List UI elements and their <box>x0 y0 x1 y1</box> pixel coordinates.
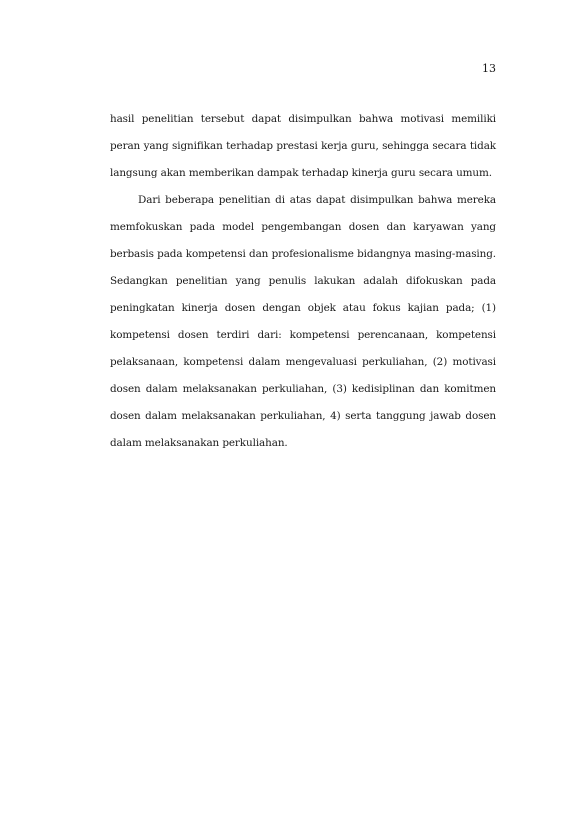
paragraph-conclusion: Dari beberapa penelitian di atas dapat disimpulkan bahwa mereka memfokuskan pada model pengembangan dosen dan karyawan yang berbasis pada kompetensi dan profesionalisme bidangnya masing-masing. Sedangkan penelitian yang penulis lakukan adalah difokuskan pada peningkatan kinerja dosen dengan objek atau fokus kajian pada; (1) kompetensi dosen terdiri dari: kompetensi perencanaan, kompetensi pelaksanaan, kompetensi dalam mengevaluasi perkuliahan, (2) motivasi dosen dalam melaksanakan perkuliahan, (3) kedisiplinan dan komitmen dosen dalam melaksanakan perkuliahan, 4) serta tanggung jawab dosen dalam melaksanakan perkuliahan. <box>110 194 496 449</box>
body-text <box>110 106 496 457</box>
page-number: 13 <box>482 62 496 75</box>
paragraph-continuation: hasil penelitian tersebut dapat disimpulkan bahwa motivasi memiliki peran yang signifikan terhadap prestasi kerja guru, sehingga secara tidak langsung akan memberikan dampak terhadap kinerja guru secara umum. <box>110 113 496 179</box>
